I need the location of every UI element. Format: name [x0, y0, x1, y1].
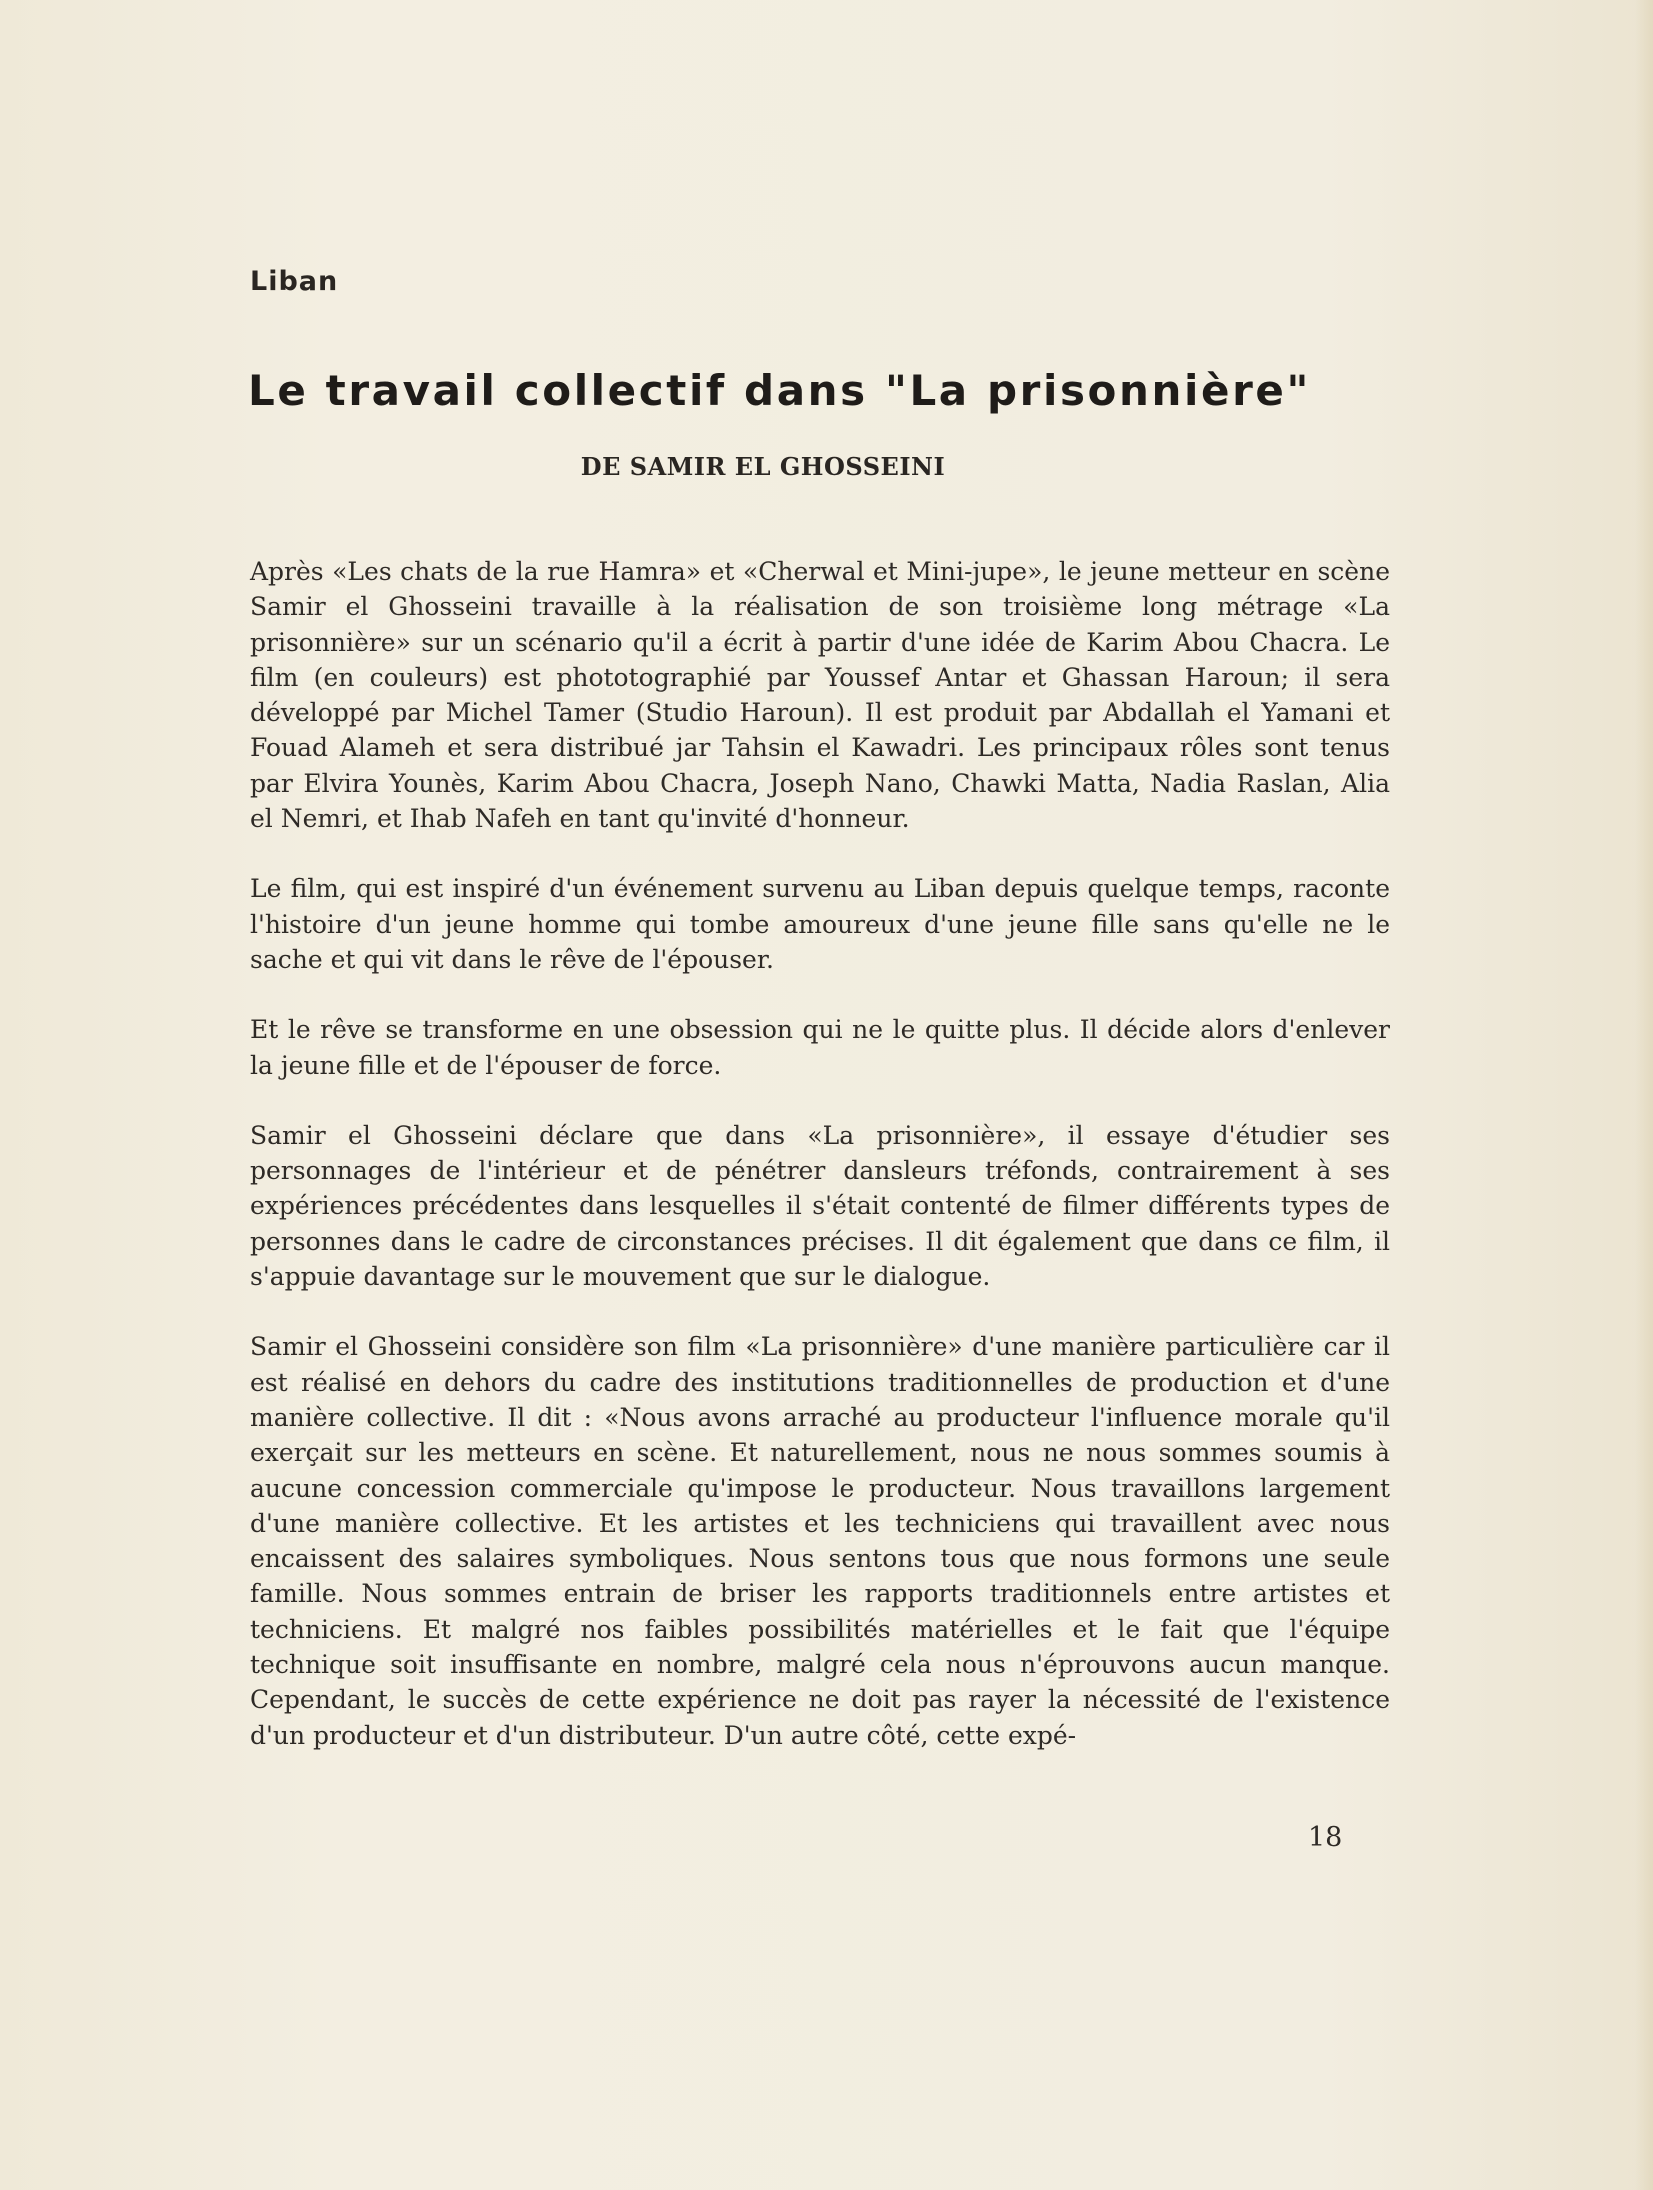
- page-number: 18: [1308, 1822, 1343, 1853]
- article-body: [250, 554, 1390, 1788]
- paragraph: Samir el Ghosseini considère son film «La prisonnière» d'une manière particulière car il est réalisé en dehors du cadre des institutions traditionnelles de production et d'une manière collective. Il dit : «Nous avons arraché au producteur l'influence morale qu'il exerçait sur les metteurs en scène. Et naturellement, nous ne nous sommes soumis à aucune concession commerciale qu'impose le producteur. Nous travaillons largement d'une manière collective. Et les artistes et les techniciens qui travaillent avec nous encaissent des salaires symboliques. Nous sentons tous que nous formons une seule famille. Nous sommes entrain de briser les rapports traditionnels entre artistes et techniciens. Et malgré nos faibles possibilités matérielles et le fait que l'équipe technique soit insuffisante en nombre, malgré cela nous n'éprouvons aucun manque. Cependant, le succès de cette expérience ne doit pas rayer la nécessité de l'existence d'un producteur et d'un distributeur. D'un autre côté, cette expé-: [250, 1332, 1390, 1750]
- section-label: Liban: [250, 266, 339, 297]
- paragraph: Et le rêve se transforme en une obsession qui ne le quitte plus. Il décide alors d'enlever la jeune fille et de l'épouser de force.: [250, 1015, 1390, 1080]
- article-byline: DE SAMIR EL GHOSSEINI: [580, 452, 946, 481]
- paragraph: Samir el Ghosseini déclare que dans «La prisonnière», il essaye d'étudier ses personnages de l'intérieur et de pénétrer dansleurs tréfonds, contrairement à ses expériences précédentes dans lesquelles il s'était contenté de filmer différents types de personnes dans le cadre de circonstances précises. Il dit également que dans ce film, il s'appuie davantage sur le mouvement que sur le dialogue.: [250, 1120, 1390, 1292]
- article-title: Le travail collectif dans "La prisonnière": [248, 366, 1311, 415]
- paragraph: Le film, qui est inspiré d'un événement survenu au Liban depuis quelque temps, raconte l'histoire d'un jeune homme qui tombe amoureux d'une jeune fille sans qu'elle ne le sache et qui vit dans le rêve de l'épouser.: [250, 874, 1390, 974]
- paragraph: Après «Les chats de la rue Hamra» et «Cherwal et Mini-jupe», le jeune metteur en scène Samir el Ghosseini travaille à la réalisation de son troisième long métrage «La prisonnière» sur un scénario qu'il a écrit à partir d'une idée de Karim Abou Chacra. Le film (en couleurs) est phototographié par Youssef Antar et Ghassan Haroun; il sera développé par Michel Tamer (Studio Haroun). Il est produit par Abdallah el Yamani et Fouad Alameh et sera distribué jar Tahsin el Kawadri. Les principaux rôles sont tenus par Elvira Younès, Karim Abou Chacra, Joseph Nano, Chawki Matta, Nadia Raslan, Alia el Nemri, et Ihab Nafeh en tant qu'invité d'honneur.: [250, 557, 1390, 834]
